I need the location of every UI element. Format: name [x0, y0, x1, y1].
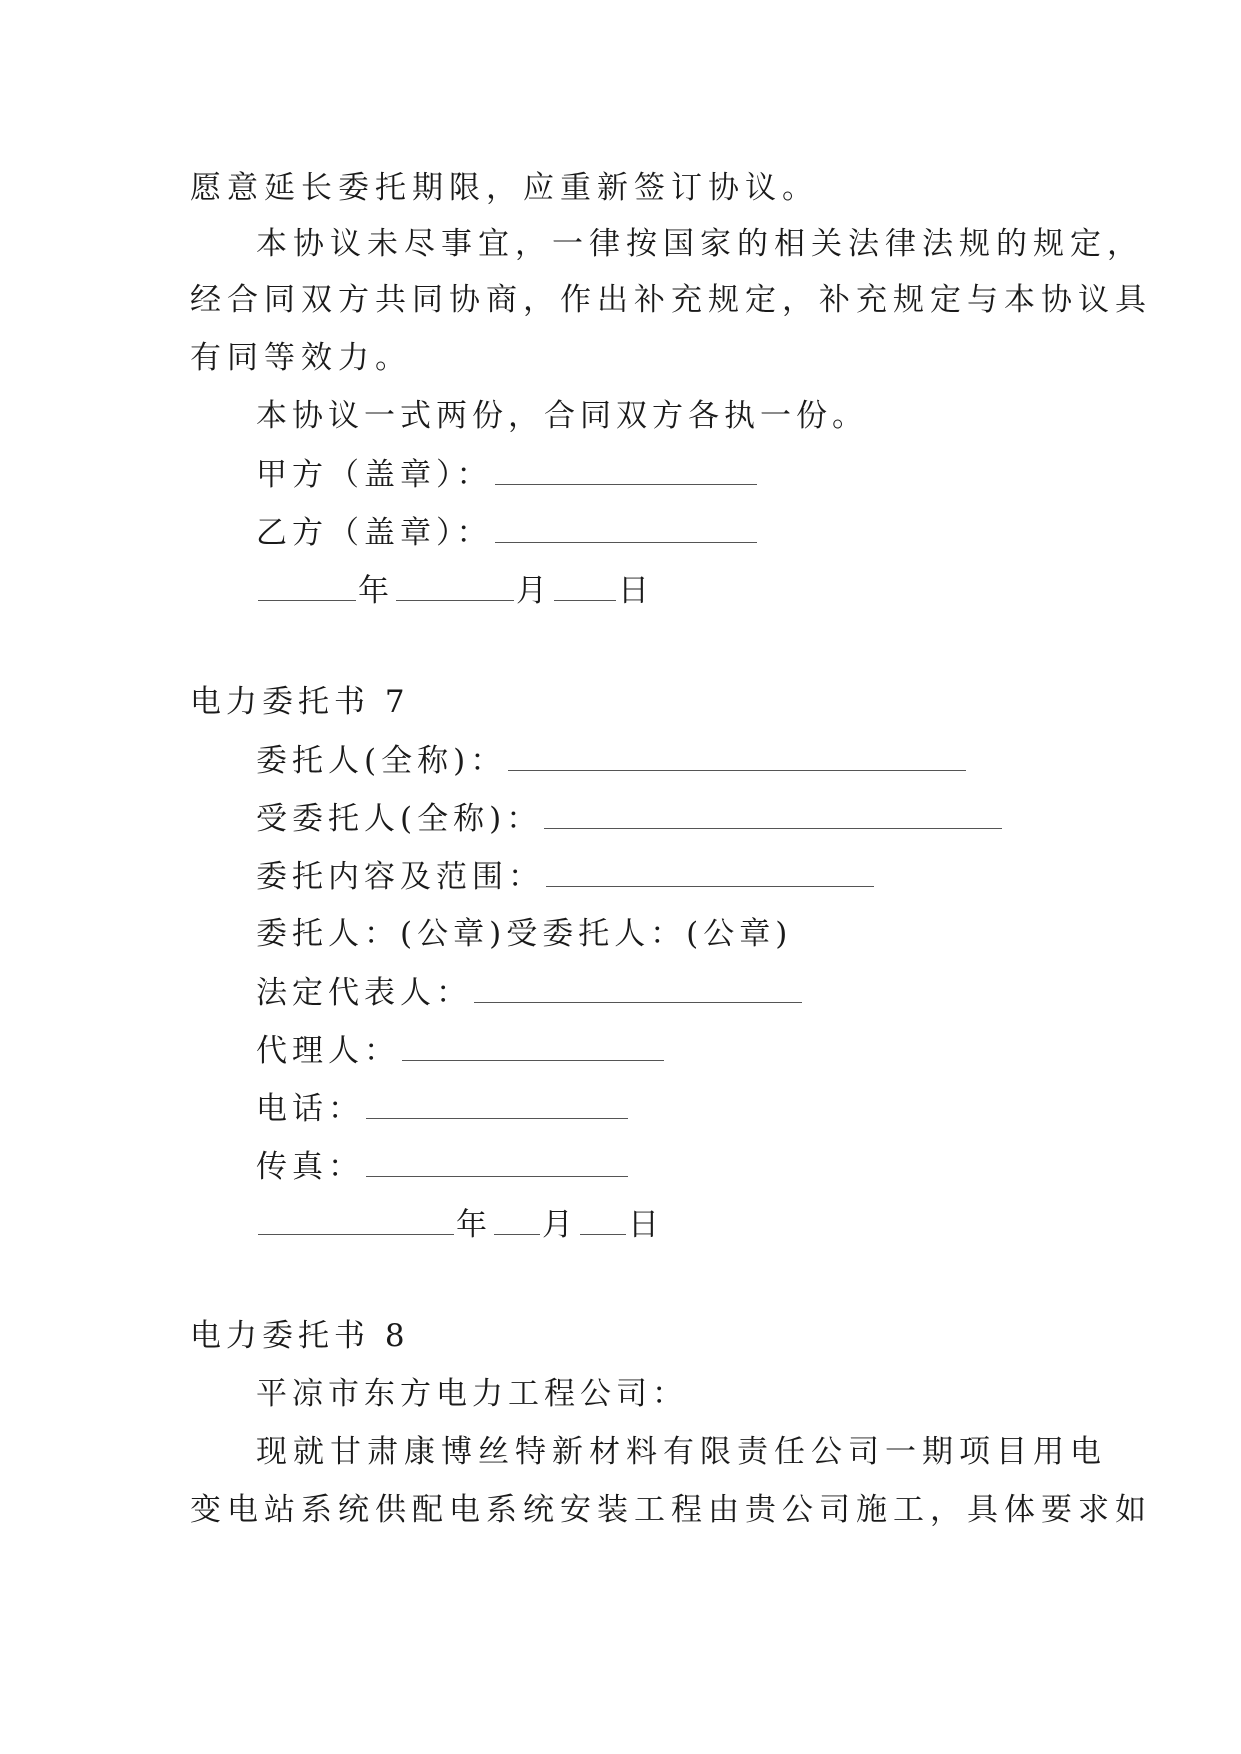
proxy-label: 代理人： — [256, 1033, 400, 1069]
month-label: 月 — [516, 573, 552, 609]
text-line: 平凉市东方电力工程公司： — [256, 1376, 688, 1412]
fax-label: 传真： — [256, 1149, 364, 1185]
legal-rep-label: 法定代表人： — [256, 975, 472, 1011]
principal-label: 委托人(全称)： — [256, 743, 507, 779]
phone-line — [256, 1088, 1136, 1129]
text-line: 现就甘肃康博丝特新材料有限责任公司一期项目用电 — [256, 1434, 1107, 1470]
scope-label: 委托内容及范围： — [256, 859, 544, 895]
party-b-label: 乙方（盖章）： — [256, 515, 493, 551]
proxy-line — [256, 1030, 1136, 1071]
fill-blank — [508, 740, 966, 771]
day-label: 日 — [618, 573, 654, 609]
fill-blank — [495, 454, 757, 485]
month-label: 月 — [542, 1207, 578, 1243]
year-label: 年 — [456, 1207, 492, 1243]
fill-blank — [258, 1204, 454, 1235]
date-line — [256, 570, 1136, 611]
party-a-line — [256, 454, 1136, 495]
text-line: 本协议一式两份，合同双方各执一份。 — [256, 398, 868, 434]
fill-blank — [396, 570, 514, 601]
text-line: 本协议未尽事宜，一律按国家的相关法律法规的规定， — [256, 226, 1144, 262]
scope-line — [256, 856, 1136, 897]
agent-label: 受委托人(全称)： — [256, 801, 543, 837]
fill-blank — [544, 798, 1002, 829]
fill-blank — [366, 1146, 628, 1177]
text-line: 有同等效力。 — [190, 340, 412, 376]
fill-blank — [402, 1030, 664, 1061]
text-line: 委托人：(公章)受委托人：(公章) — [256, 916, 793, 952]
section-heading: 电力委托书 7 — [190, 684, 410, 720]
text-line: 愿意延长委托期限，应重新签订协议。 — [190, 170, 819, 206]
fill-blank — [495, 512, 757, 543]
date-line — [256, 1204, 1136, 1245]
principal-line — [256, 740, 1136, 781]
fill-blank — [494, 1204, 540, 1235]
text-line: 经合同双方共同协商，作出补充规定，补充规定与本协议具 — [190, 282, 1152, 318]
fill-blank — [366, 1088, 628, 1119]
agent-line — [256, 798, 1136, 839]
fill-blank — [580, 1204, 626, 1235]
fax-line — [256, 1146, 1136, 1187]
fill-blank — [474, 972, 802, 1003]
party-a-label: 甲方（盖章）： — [256, 457, 493, 493]
legal-rep-line — [256, 972, 1136, 1013]
phone-label: 电话： — [256, 1091, 364, 1127]
text-line: 变电站系统供配电系统安装工程由贵公司施工，具体要求如 — [190, 1492, 1152, 1528]
fill-blank — [258, 570, 356, 601]
year-label: 年 — [358, 573, 394, 609]
party-b-line — [256, 512, 1136, 553]
fill-blank — [546, 856, 874, 887]
fill-blank — [554, 570, 616, 601]
section-heading: 电力委托书 8 — [190, 1318, 410, 1354]
day-label: 日 — [628, 1207, 664, 1243]
